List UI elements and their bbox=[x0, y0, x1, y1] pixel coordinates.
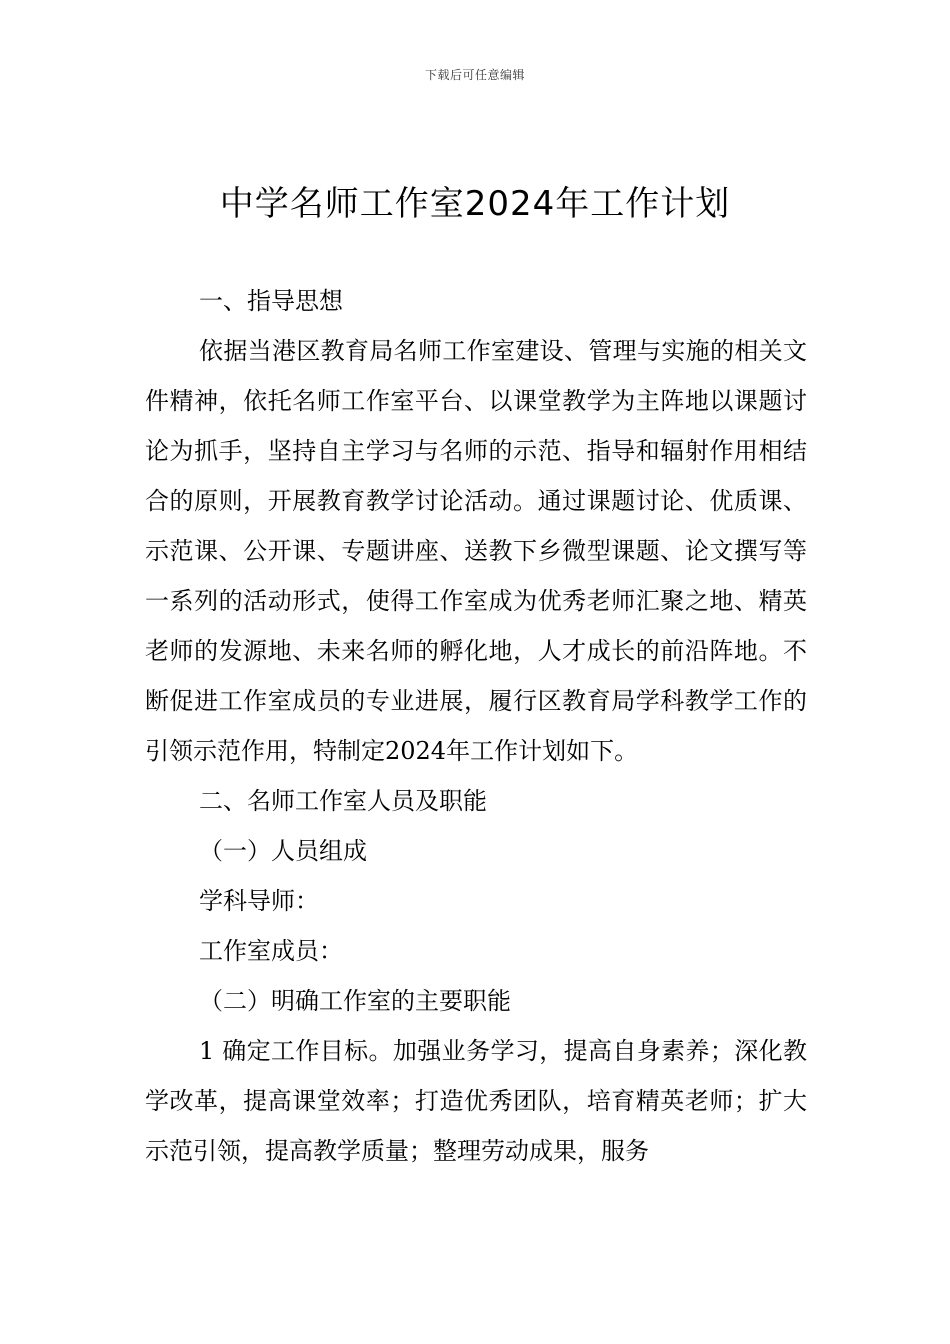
section-2-item-1: 1 确定工作目标。加强业务学习，提高自身素养；深化教学改革，提高课堂效率；打造优秀团队，培育精英老师；扩大示范引领，提高教学质量；整理劳动成果，服务 bbox=[145, 1037, 807, 1165]
section-1-heading: 一、指导思想 bbox=[199, 287, 343, 315]
section-2-sub-1-heading: （一）人员组成 bbox=[199, 837, 367, 865]
document-body bbox=[145, 276, 807, 1176]
members-line: 工作室成员： bbox=[199, 937, 343, 965]
header-note: 下载后可任意编辑 bbox=[424, 68, 525, 82]
mentor-line: 学科导师： bbox=[199, 887, 319, 915]
section-2-sub-2-heading: （二）明确工作室的主要职能 bbox=[199, 987, 511, 1015]
section-2-heading: 二、名师工作室人员及职能 bbox=[199, 787, 487, 815]
document-title: 中学名师工作室2024年工作计划 bbox=[219, 184, 731, 224]
section-1-paragraph: 依据当港区教育局名师工作室建设、管理与实施的相关文件精神，依托名师工作室平台、以课堂教学为主阵地以课题讨论为抓手，坚持自主学习与名师的示范、指导和辐射作用相结合的原则，开展教育教学讨论活动。通过课题讨论、优质课、示范课、公开课、专题讲座、送教下乡微型课题、论文撰写等一系列的活动形式，使得工作室成为优秀老师汇聚之地、精英老师的发源地、未来名师的孵化地，人才成长的前沿阵地。不断促进工作室成员的专业进展，履行区教育局学科教学工作的引领示范作用，特制定2024年工作计划如下。 bbox=[145, 337, 807, 765]
